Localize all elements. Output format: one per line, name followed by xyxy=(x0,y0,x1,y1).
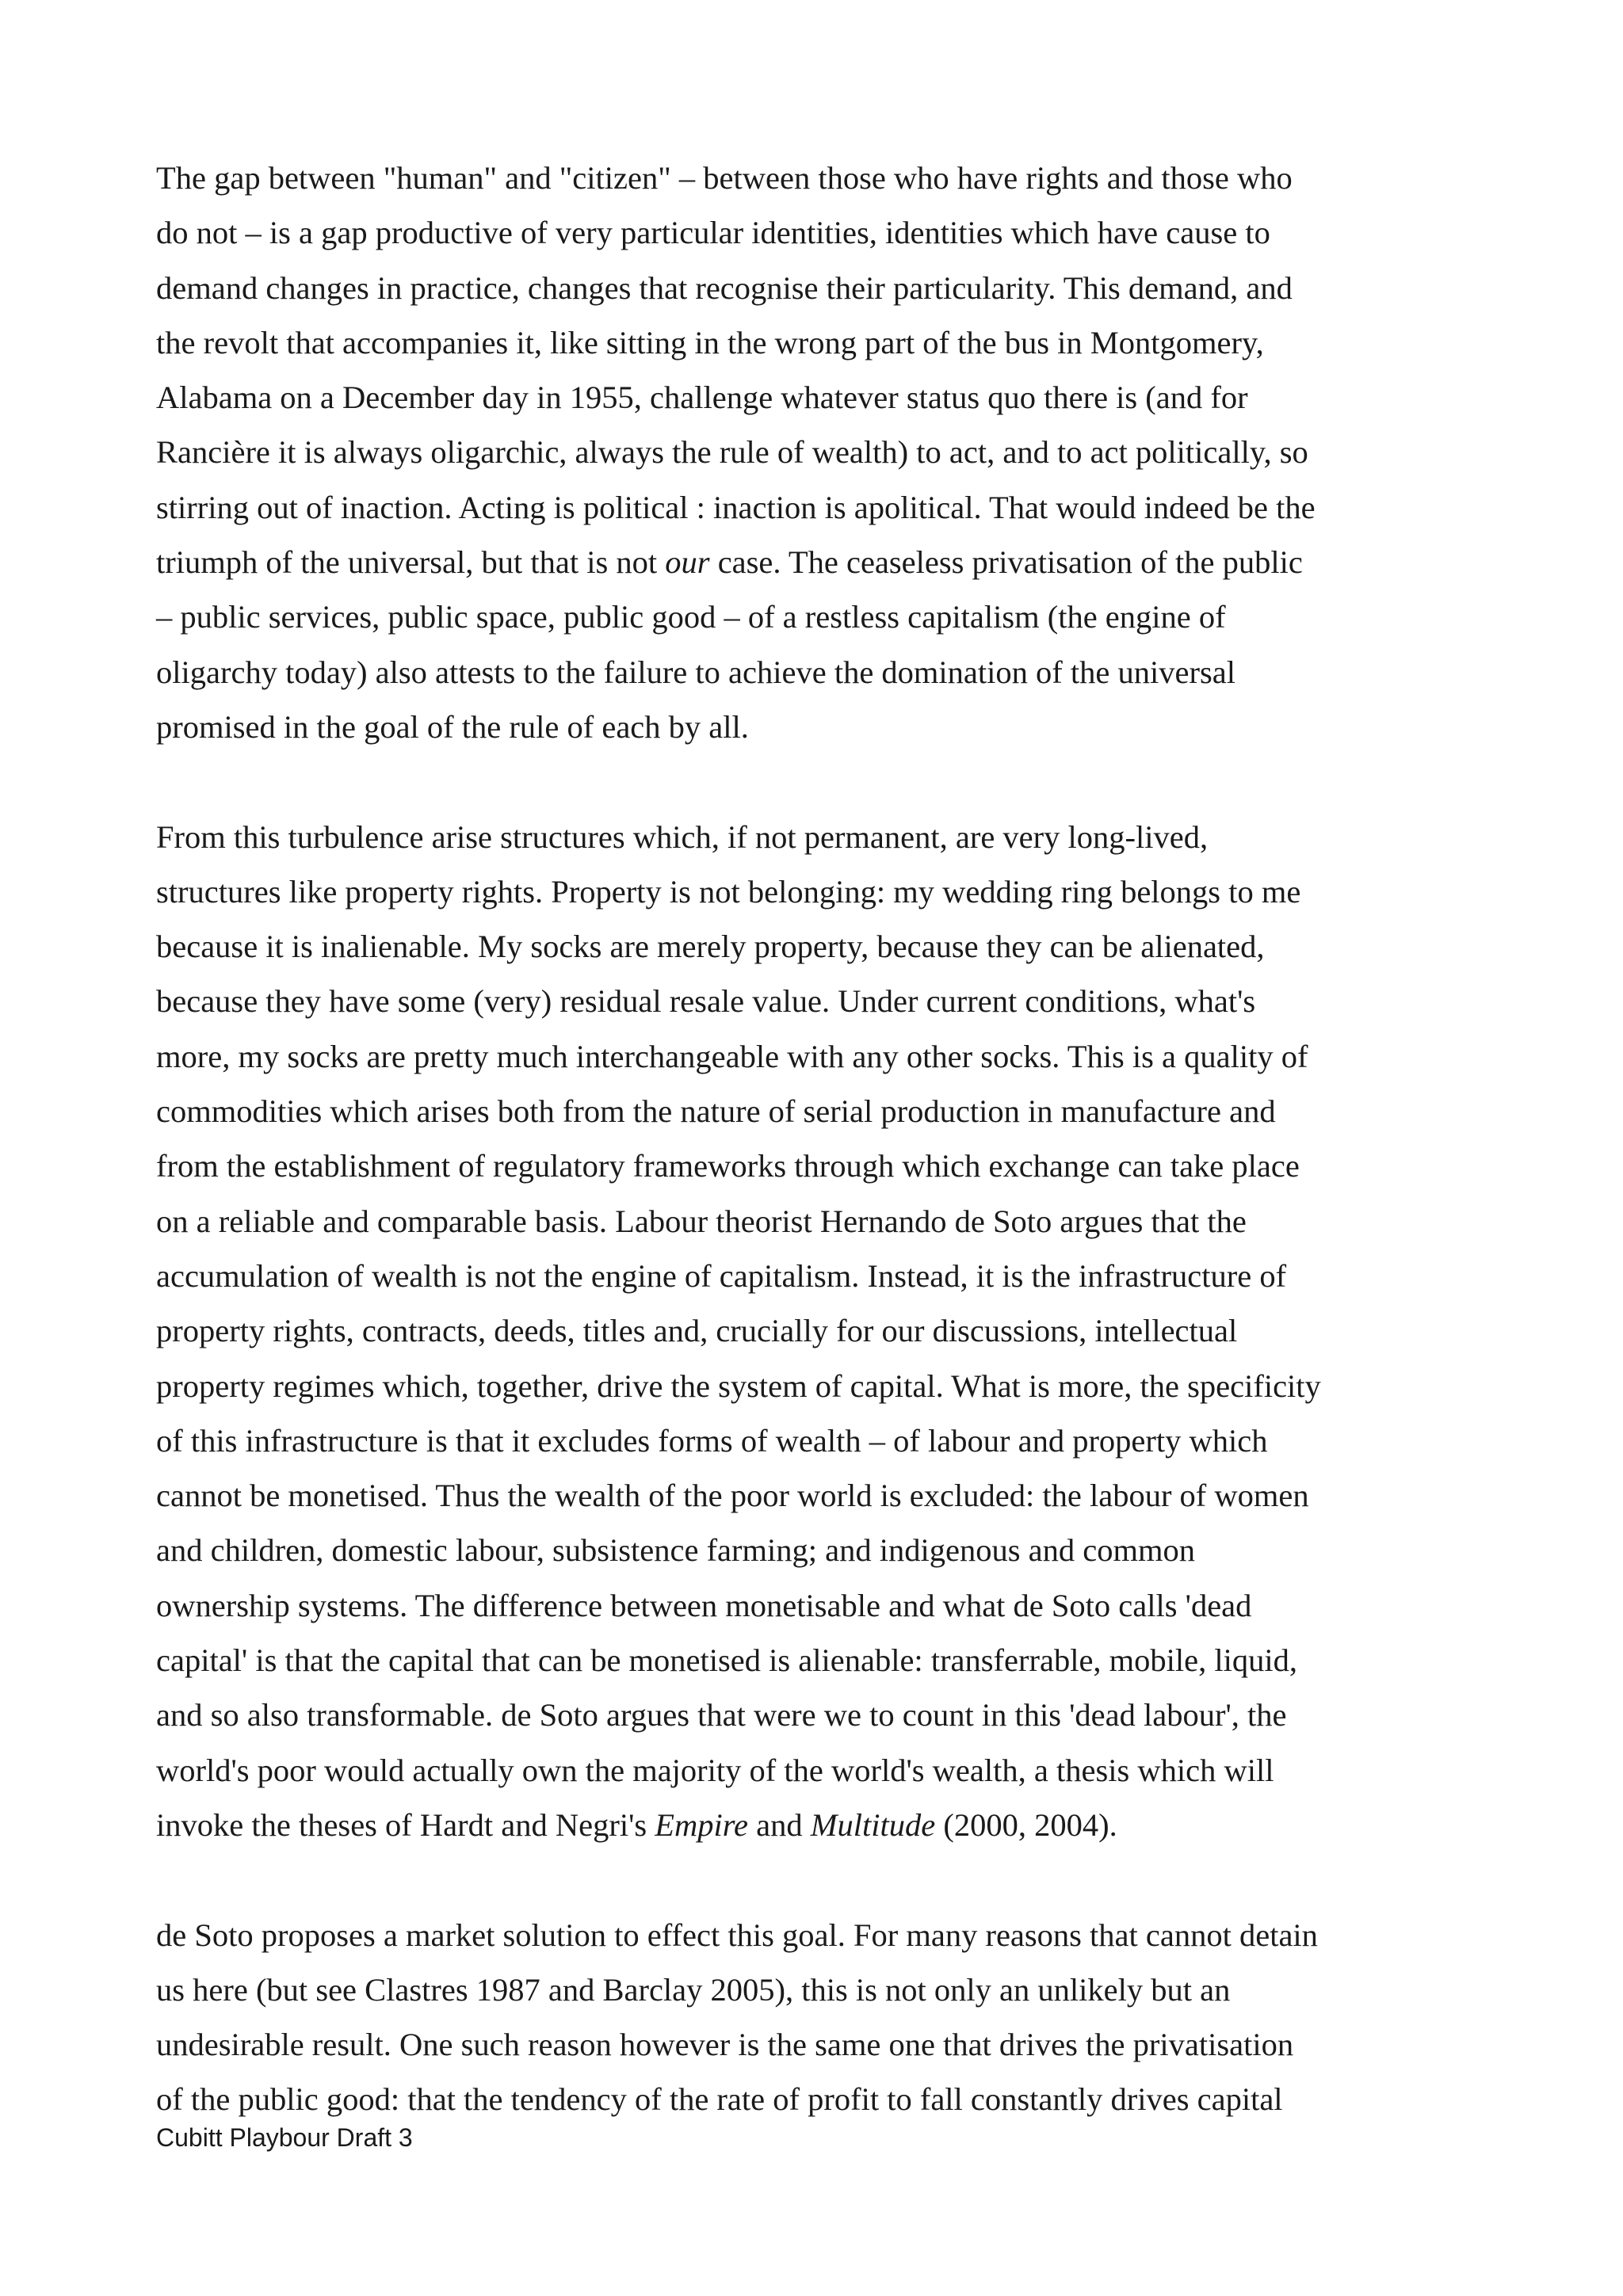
text-line xyxy=(156,425,1487,479)
text-run: of this infrastructure is that it excludes forms of wealth – of labour and property which xyxy=(156,1422,1268,1459)
text-run: demand changes in practice, changes that recognise their particularity. This demand, and xyxy=(156,269,1293,306)
text-run: and xyxy=(748,1806,811,1843)
text-run: triumph of the universal, but that is not xyxy=(156,544,666,581)
italic-text: Empire xyxy=(655,1806,748,1843)
text-run: do not – is a gap productive of very particular identities, identities which have cause to xyxy=(156,215,1270,251)
text-line xyxy=(156,1138,1487,1193)
text-line xyxy=(156,1303,1487,1358)
text-line xyxy=(156,1962,1487,2017)
text-line xyxy=(156,1633,1487,1688)
paragraph xyxy=(156,1908,1487,2127)
text-line xyxy=(156,645,1487,700)
text-run: invoke the theses of Hardt and Negri's xyxy=(156,1806,655,1843)
text-line xyxy=(156,1578,1487,1633)
text-line xyxy=(156,1249,1487,1303)
text-line xyxy=(156,700,1487,754)
text-run: stirring out of inaction. Acting is political : inaction is apolitical. That would indeed be the xyxy=(156,489,1316,525)
text-line xyxy=(156,974,1487,1028)
text-line xyxy=(156,810,1487,864)
text-run: cannot be monetised. Thus the wealth of the poor world is excluded: the labour of women xyxy=(156,1478,1309,1514)
text-run: the revolt that accompanies it, like sitting in the wrong part of the bus in Montgomery, xyxy=(156,324,1264,360)
text-run: Rancière it is always oligarchic, always the rule of wealth) to act, and to act politically, so xyxy=(156,434,1308,471)
text-run: us here (but see Clastres 1987 and Barclay 2005), this is not only an unlikely but an xyxy=(156,1971,1231,2008)
italic-text: our xyxy=(665,544,710,581)
text-line xyxy=(156,1413,1487,1468)
text-run: property rights, contracts, deeds, titles and, crucially for our discussions, intellectual xyxy=(156,1313,1238,1349)
text-line xyxy=(156,919,1487,974)
text-run: oligarchy today) also attests to the failure to achieve the domination of the universal xyxy=(156,654,1235,690)
text-run: and so also transformable. de Soto argues that were we to count in this 'dead labour', the xyxy=(156,1697,1287,1733)
text-line xyxy=(156,2017,1487,2072)
text-run: ownership systems. The difference between monetisable and what de Soto calls 'dead xyxy=(156,1587,1252,1623)
text-run: From this turbulence arise structures which, if not permanent, are very long-lived, xyxy=(156,818,1209,855)
text-run: structures like property rights. Property is not belonging: my wedding ring belongs to me xyxy=(156,873,1301,910)
text-line xyxy=(156,1029,1487,1084)
text-run: commodities which arises both from the nature of serial production in manufacture and xyxy=(156,1093,1276,1130)
text-line xyxy=(156,1743,1487,1798)
text-line xyxy=(156,1468,1487,1523)
text-line xyxy=(156,1523,1487,1577)
text-run: and children, domestic labour, subsistence farming; and indigenous and common xyxy=(156,1532,1195,1569)
text-line xyxy=(156,151,1487,205)
text-run: (2000, 2004). xyxy=(935,1806,1117,1843)
text-line xyxy=(156,315,1487,370)
text-run: – public services, public space, public good – of a restless capitalism (the engine of xyxy=(156,599,1226,635)
text-line xyxy=(156,535,1487,589)
text-run: because they have some (very) residual resale value. Under current conditions, what's xyxy=(156,983,1256,1020)
text-line xyxy=(156,1359,1487,1413)
text-line xyxy=(156,1908,1487,1962)
text-run: of the public good: that the tendency of the rate of profit to fall constantly drives capital xyxy=(156,2081,1283,2118)
text-run: The gap between "human" and "citizen" – between those who have rights and those who xyxy=(156,160,1293,196)
text-run: world's poor would actually own the majority of the world's wealth, a thesis which will xyxy=(156,1752,1274,1788)
text-run: de Soto proposes a market solution to effect this goal. For many reasons that cannot detain xyxy=(156,1917,1318,1953)
text-line xyxy=(156,1084,1487,1138)
text-run: because it is inalienable. My socks are merely property, because they can be alienated, xyxy=(156,929,1265,965)
text-line xyxy=(156,1194,1487,1249)
text-line xyxy=(156,480,1487,535)
text-run: on a reliable and comparable basis. Labour theorist Hernando de Soto argues that the xyxy=(156,1203,1247,1239)
body-text xyxy=(156,151,1487,2182)
page-footer: Cubitt Playbour Draft 3 xyxy=(156,2123,413,2152)
text-run: undesirable result. One such reason however is the same one that drives the privatisation xyxy=(156,2027,1294,2063)
text-line xyxy=(156,864,1487,919)
text-run: accumulation of wealth is not the engine of capitalism. Instead, it is the infrastructure of xyxy=(156,1257,1287,1294)
text-run: from the establishment of regulatory frameworks through which exchange can take place xyxy=(156,1148,1300,1184)
text-line xyxy=(156,370,1487,425)
text-run: capital' is that the capital that can be monetised is alienable: transferrable, mobile, liquid, xyxy=(156,1642,1298,1679)
text-line xyxy=(156,1798,1487,1852)
paragraph xyxy=(156,810,1487,1853)
text-run: case. The ceaseless privatisation of the public xyxy=(709,544,1303,581)
text-run: more, my socks are pretty much interchangeable with any other socks. This is a quality of xyxy=(156,1038,1308,1074)
italic-text: Multitude xyxy=(810,1806,936,1843)
text-line xyxy=(156,205,1487,260)
paragraph xyxy=(156,151,1487,754)
text-run: Alabama on a December day in 1955, challenge whatever status quo there is (and for xyxy=(156,379,1248,416)
text-line xyxy=(156,2072,1487,2126)
text-line xyxy=(156,589,1487,644)
text-run: promised in the goal of the rule of each by all. xyxy=(156,708,749,745)
text-line xyxy=(156,261,1487,315)
text-run: property regimes which, together, drive the system of capital. What is more, the specificity xyxy=(156,1367,1321,1404)
text-line xyxy=(156,1688,1487,1742)
